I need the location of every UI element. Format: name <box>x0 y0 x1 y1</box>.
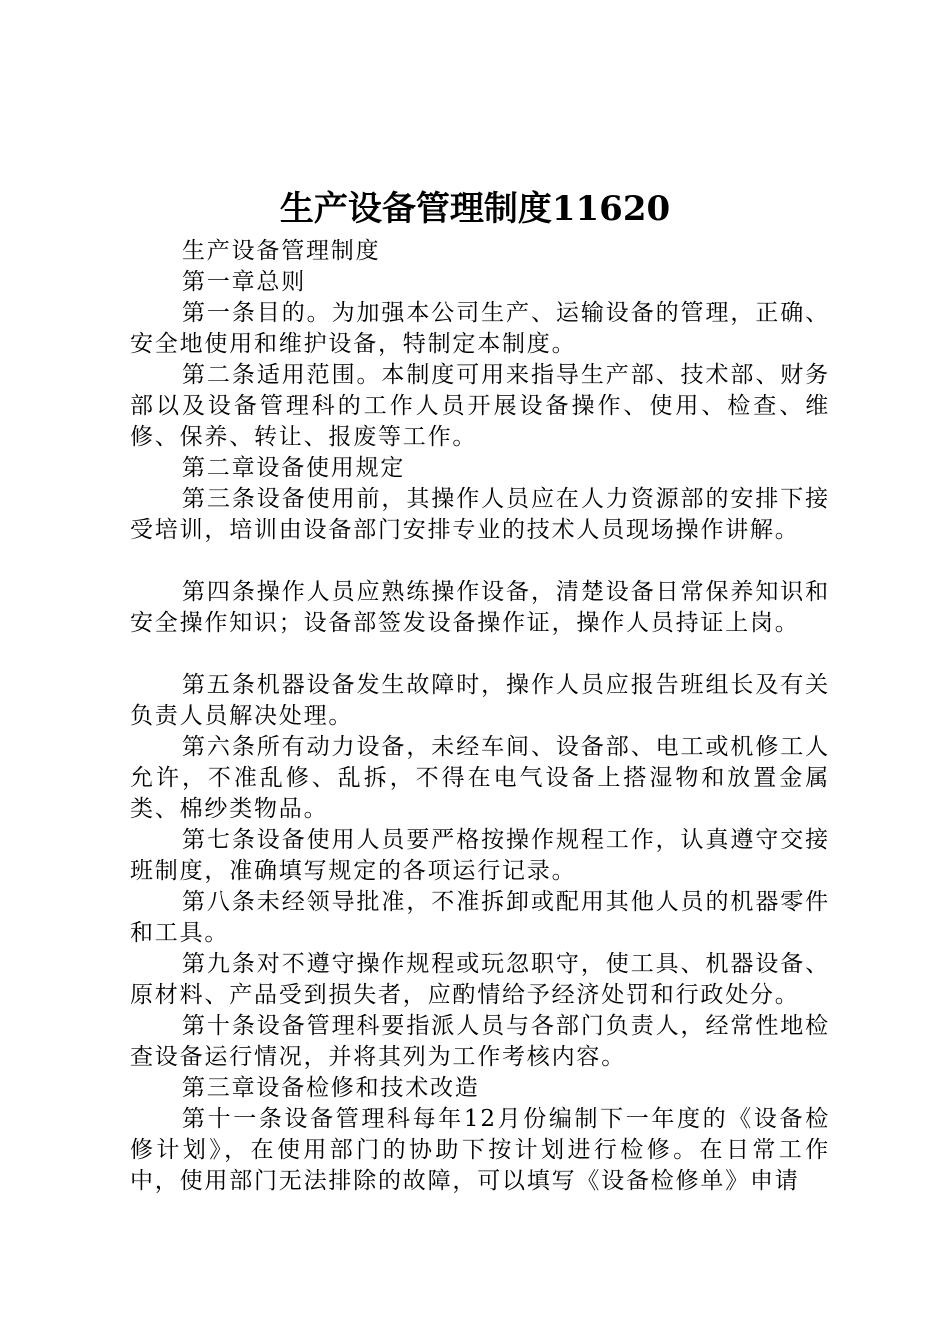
paragraph-subtitle: 生产设备管理制度 <box>182 238 381 264</box>
article-2: 第二条适用范围。本制度可用来指导生产部、技术部、财务部以及设备管理科的工作人员开展设备操作、使用、检查、维修、保养、转让、报废等工作。 <box>130 362 830 450</box>
article-1: 第一条目的。为加强本公司生产、运输设备的管理，正确、安全地使用和维护设备，特制定本制度。 <box>130 300 830 357</box>
article-11: 第十一条设备管理科每年12月份编制下一年度的《设备检修计划》，在使用部门的协助下按计划进行检修。在日常工作中，使用部门无法排除的故障，可以填写《设备检修单》申请 <box>130 1106 830 1194</box>
article-6: 第六条所有动力设备，未经车间、设备部、电工或机修工人允许，不准乱修、乱拆，不得在电气设备上搭湿物和放置金属类、棉纱类物品。 <box>130 734 830 822</box>
chapter-1-heading: 第一章总则 <box>182 269 306 295</box>
document-body <box>130 236 830 1197</box>
article-10: 第十条设备管理科要指派人员与各部门负责人，经常性地检查设备运行情况，并将其列为工作考核内容。 <box>130 1013 830 1070</box>
article-4: 第四条操作人员应熟练操作设备，清楚设备日常保养知识和安全操作知识；设备部签发设备操作证，操作人员持证上岗。 <box>130 579 830 636</box>
paragraph-spacer <box>130 546 830 577</box>
chapter-2-heading: 第二章设备使用规定 <box>182 455 406 481</box>
article-8: 第八条未经领导批准，不准拆卸或配用其他人员的机器零件和工具。 <box>130 889 830 946</box>
document-title: 生产设备管理制度11620 <box>279 189 671 229</box>
paragraph-spacer <box>130 639 830 670</box>
article-9: 第九条对不遵守操作规程或玩忽职守，使工具、机器设备、原材料、产品受到损失者，应酌情给予经济处罚和行政处分。 <box>130 951 830 1008</box>
article-3: 第三条设备使用前，其操作人员应在人力资源部的安排下接受培训，培训由设备部门安排专业的技术人员现场操作讲解。 <box>130 486 830 543</box>
chapter-3-heading: 第三章设备检修和技术改造 <box>182 1075 480 1101</box>
article-5: 第五条机器设备发生故障时，操作人员应报告班组长及有关负责人员解决处理。 <box>130 672 830 729</box>
article-7: 第七条设备使用人员要严格按操作规程工作，认真遵守交接班制度，准确填写规定的各项运行记录。 <box>130 827 830 884</box>
